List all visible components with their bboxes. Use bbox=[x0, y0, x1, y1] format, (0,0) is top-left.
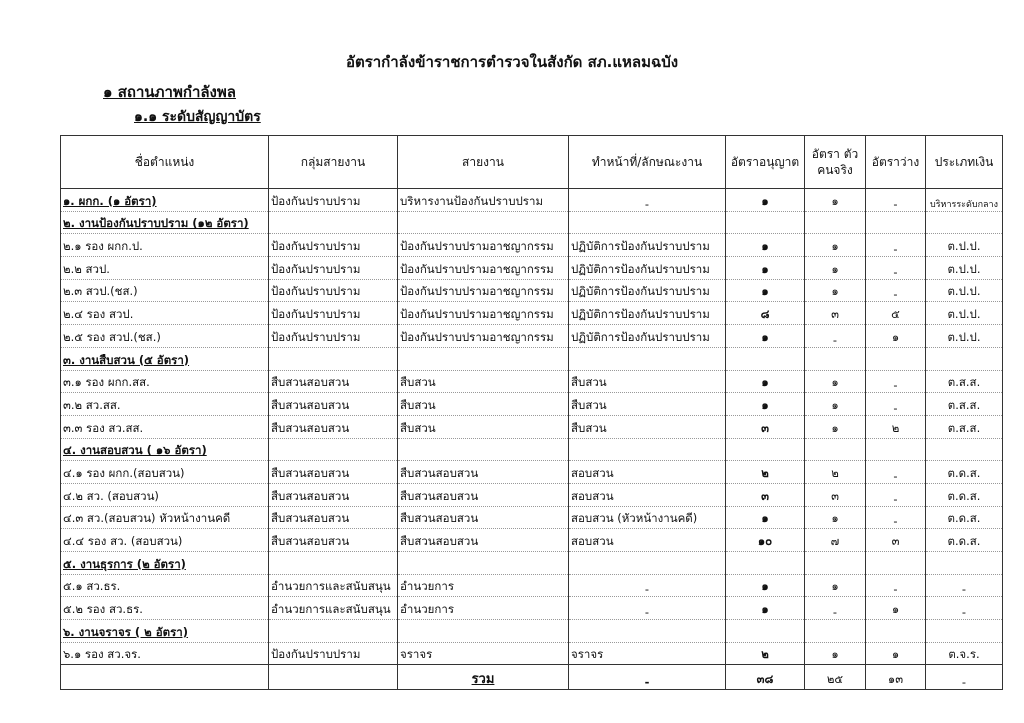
cell-line: จราจร bbox=[398, 642, 569, 665]
cell-position: ๕.๑ สว.ธร. bbox=[61, 574, 269, 597]
cell-position: ๑. ผกก. (๑ อัตรา) bbox=[61, 189, 269, 212]
cell-actual: ๓ bbox=[805, 302, 866, 325]
cell-position: ๓.๒ สว.สส. bbox=[61, 393, 269, 416]
cell-duty: สอบสวน bbox=[569, 483, 726, 506]
cell-actual: ๑ bbox=[805, 506, 866, 529]
col-header-line: สายงาน bbox=[398, 136, 569, 189]
cell-group: ป้องกันปราบปราม bbox=[269, 257, 398, 280]
table-row bbox=[61, 597, 1003, 620]
col-header-actual: อัตรา ตัวคนจริง bbox=[805, 136, 866, 189]
total-allowed: ๓๘ bbox=[726, 665, 805, 690]
table-row bbox=[61, 234, 1003, 257]
cell-actual: ๑ bbox=[805, 279, 866, 302]
cell-actual: ๑ bbox=[805, 370, 866, 393]
cell-line: บริหารงานป้องกันปราบปราม bbox=[398, 189, 569, 212]
cell-actual bbox=[805, 211, 866, 234]
cell-pay: ต.ด.ส. bbox=[926, 506, 1003, 529]
cell-line: อำนวยการ bbox=[398, 574, 569, 597]
cell-actual: ๗ bbox=[805, 529, 866, 552]
cell-allowed bbox=[726, 347, 805, 370]
total-actual: ๒๕ bbox=[805, 665, 866, 690]
cell-position: ๓.๑ รอง ผกก.สส. bbox=[61, 370, 269, 393]
cell-position: ๒.๒ สวป. bbox=[61, 257, 269, 280]
col-header-allowed: อัตราอนุญาต bbox=[726, 136, 805, 189]
cell-position: ๔.๑ รอง ผกก.(สอบสวน) bbox=[61, 461, 269, 484]
cell-vacant: ๑ bbox=[866, 325, 926, 348]
cell-line: สืบสวน bbox=[398, 393, 569, 416]
cell-duty: ปฏิบัติการป้องกันปราบปราม bbox=[569, 257, 726, 280]
cell-line: ป้องกันปราบปรามอาชญากรรม bbox=[398, 234, 569, 257]
cell-group: ป้องกันปราบปราม bbox=[269, 189, 398, 212]
cell-vacant: ๕ bbox=[866, 302, 926, 325]
cell-allowed: ๑ bbox=[726, 257, 805, 280]
cell-actual: ๑ bbox=[805, 257, 866, 280]
table-row bbox=[61, 325, 1003, 348]
cell-actual: ๑ bbox=[805, 574, 866, 597]
col-header-position: ชื่อตำแหน่ง bbox=[61, 136, 269, 189]
cell-actual: ๓ bbox=[805, 483, 866, 506]
cell-actual: - bbox=[805, 325, 866, 348]
cell-vacant bbox=[866, 620, 926, 643]
cell-pay: ต.ป.ป. bbox=[926, 302, 1003, 325]
cell-line: สืบสวน bbox=[398, 415, 569, 438]
cell-line bbox=[398, 211, 569, 234]
cell-pay: - bbox=[926, 597, 1003, 620]
cell-position: ๒. งานป้องกันปราบปราม (๑๒ อัตรา) bbox=[61, 211, 269, 234]
cell-allowed: ๑ bbox=[726, 506, 805, 529]
cell-allowed bbox=[726, 211, 805, 234]
cell-pay: ต.ด.ส. bbox=[926, 461, 1003, 484]
manpower-table bbox=[60, 135, 1003, 690]
cell-allowed: ๓ bbox=[726, 483, 805, 506]
page-title: อัตรากำลังข้าราชการตำรวจในสังกัด สภ.แหลมฉบัง bbox=[345, 53, 679, 71]
cell-group: ป้องกันปราบปราม bbox=[269, 325, 398, 348]
cell-pay bbox=[926, 552, 1003, 575]
cell-allowed: ๑ bbox=[726, 597, 805, 620]
table-row bbox=[61, 393, 1003, 416]
cell-position: ๓.๓ รอง สว.สส. bbox=[61, 415, 269, 438]
cell-pay: ต.ป.ป. bbox=[926, 257, 1003, 280]
cell-duty bbox=[569, 211, 726, 234]
table-row bbox=[61, 483, 1003, 506]
cell-pay: ต.ป.ป. bbox=[926, 234, 1003, 257]
section-row bbox=[61, 189, 1003, 212]
cell-allowed: ๑ bbox=[726, 370, 805, 393]
cell-duty: ปฏิบัติการป้องกันปราบปราม bbox=[569, 325, 726, 348]
cell-allowed: ๑ bbox=[726, 574, 805, 597]
cell-group: สืบสวนสอบสวน bbox=[269, 370, 398, 393]
cell-vacant: - bbox=[866, 483, 926, 506]
cell-allowed: ๑๐ bbox=[726, 529, 805, 552]
cell-group bbox=[269, 347, 398, 370]
cell-actual: ๑ bbox=[805, 234, 866, 257]
section-row bbox=[61, 620, 1003, 643]
section-row bbox=[61, 552, 1003, 575]
cell-pay: ต.ส.ส. bbox=[926, 415, 1003, 438]
cell-pay: ต.จ.ร. bbox=[926, 642, 1003, 665]
cell-allowed: ๑ bbox=[726, 393, 805, 416]
cell-duty: - bbox=[569, 574, 726, 597]
cell-vacant: ๑ bbox=[866, 642, 926, 665]
cell-position: ๒.๑ รอง ผกก.ป. bbox=[61, 234, 269, 257]
cell-position: ๔. งานสอบสวน ( ๑๖ อัตรา) bbox=[61, 438, 269, 461]
cell-group: สืบสวนสอบสวน bbox=[269, 393, 398, 416]
cell-allowed: ๑ bbox=[726, 234, 805, 257]
cell-allowed: ๓ bbox=[726, 415, 805, 438]
cell-actual bbox=[805, 620, 866, 643]
cell-duty: สืบสวน bbox=[569, 370, 726, 393]
cell-actual: ๑ bbox=[805, 393, 866, 416]
cell-duty: - bbox=[569, 597, 726, 620]
cell-group: สืบสวนสอบสวน bbox=[269, 415, 398, 438]
cell-actual bbox=[805, 438, 866, 461]
cell-group: ป้องกันปราบปราม bbox=[269, 302, 398, 325]
cell-duty: ปฏิบัติการป้องกันปราบปราม bbox=[569, 302, 726, 325]
cell-allowed bbox=[726, 552, 805, 575]
cell-allowed: ๑ bbox=[726, 279, 805, 302]
cell-duty bbox=[569, 552, 726, 575]
cell-pay: ต.ด.ส. bbox=[926, 483, 1003, 506]
table-row bbox=[61, 279, 1003, 302]
cell-actual: - bbox=[805, 597, 866, 620]
table-header-row bbox=[61, 136, 1003, 189]
cell-vacant: - bbox=[866, 506, 926, 529]
cell-group bbox=[269, 620, 398, 643]
table-row bbox=[61, 302, 1003, 325]
table-body bbox=[61, 189, 1003, 665]
cell-line: สืบสวนสอบสวน bbox=[398, 461, 569, 484]
total-blank-1 bbox=[61, 665, 269, 690]
cell-group bbox=[269, 552, 398, 575]
cell-actual: ๑ bbox=[805, 642, 866, 665]
cell-vacant: ๒ bbox=[866, 415, 926, 438]
cell-vacant: - bbox=[866, 370, 926, 393]
cell-group: อำนวยการและสนับสนุน bbox=[269, 597, 398, 620]
cell-duty: จราจร bbox=[569, 642, 726, 665]
cell-allowed bbox=[726, 620, 805, 643]
cell-allowed: ๑ bbox=[726, 189, 805, 212]
cell-vacant bbox=[866, 552, 926, 575]
cell-group: ป้องกันปราบปราม bbox=[269, 234, 398, 257]
cell-group: ป้องกันปราบปราม bbox=[269, 279, 398, 302]
cell-duty: สืบสวน bbox=[569, 415, 726, 438]
cell-position: ๒.๔ รอง สวป. bbox=[61, 302, 269, 325]
subsection-heading: ๑.๑ ระดับสัญญาบัตร bbox=[134, 109, 261, 125]
cell-pay: ต.ส.ส. bbox=[926, 370, 1003, 393]
cell-group: สืบสวนสอบสวน bbox=[269, 483, 398, 506]
cell-vacant bbox=[866, 347, 926, 370]
cell-line: สืบสวนสอบสวน bbox=[398, 483, 569, 506]
cell-line: ป้องกันปราบปรามอาชญากรรม bbox=[398, 279, 569, 302]
cell-pay: - bbox=[926, 574, 1003, 597]
table-row bbox=[61, 415, 1003, 438]
table-row bbox=[61, 574, 1003, 597]
cell-actual: ๒ bbox=[805, 461, 866, 484]
cell-allowed: ๒ bbox=[726, 461, 805, 484]
cell-position: ๕.๒ รอง สว.ธร. bbox=[61, 597, 269, 620]
cell-position: ๔.๔ รอง สว. (สอบสวน) bbox=[61, 529, 269, 552]
total-blank-2 bbox=[269, 665, 398, 690]
col-header-duty: ทำหน้าที่/ลักษณะงาน bbox=[569, 136, 726, 189]
cell-position: ๒.๕ รอง สวป.(ชส.) bbox=[61, 325, 269, 348]
cell-actual bbox=[805, 347, 866, 370]
cell-vacant: - bbox=[866, 279, 926, 302]
cell-group: ป้องกันปราบปราม bbox=[269, 642, 398, 665]
cell-vacant bbox=[866, 438, 926, 461]
col-header-group: กลุ่มสายงาน bbox=[269, 136, 398, 189]
cell-line bbox=[398, 347, 569, 370]
cell-pay: ต.ป.ป. bbox=[926, 325, 1003, 348]
cell-vacant bbox=[866, 211, 926, 234]
cell-duty: - bbox=[569, 189, 726, 212]
cell-pay: ต.ป.ป. bbox=[926, 279, 1003, 302]
cell-group bbox=[269, 211, 398, 234]
cell-actual: ๑ bbox=[805, 415, 866, 438]
cell-line: สืบสวนสอบสวน bbox=[398, 529, 569, 552]
cell-position: ๔.๓ สว.(สอบสวน) หัวหน้างานคดี bbox=[61, 506, 269, 529]
col-header-vacant: อัตราว่าง bbox=[866, 136, 926, 189]
cell-duty bbox=[569, 347, 726, 370]
cell-vacant: - bbox=[866, 574, 926, 597]
cell-group: สืบสวนสอบสวน bbox=[269, 529, 398, 552]
cell-duty bbox=[569, 620, 726, 643]
cell-position: ๖. งานจราจร ( ๒ อัตรา) bbox=[61, 620, 269, 643]
cell-allowed: ๘ bbox=[726, 302, 805, 325]
cell-actual bbox=[805, 552, 866, 575]
table-row bbox=[61, 370, 1003, 393]
total-duty: - bbox=[569, 665, 726, 690]
cell-group: สืบสวนสอบสวน bbox=[269, 461, 398, 484]
total-label: รวม bbox=[398, 665, 569, 690]
cell-line: ป้องกันปราบปรามอาชญากรรม bbox=[398, 325, 569, 348]
table-row bbox=[61, 461, 1003, 484]
cell-vacant: - bbox=[866, 393, 926, 416]
total-pay: - bbox=[926, 665, 1003, 690]
cell-allowed bbox=[726, 438, 805, 461]
cell-allowed: ๒ bbox=[726, 642, 805, 665]
total-row bbox=[61, 665, 1003, 690]
cell-vacant: ๑ bbox=[866, 597, 926, 620]
cell-line bbox=[398, 552, 569, 575]
cell-line: อำนวยการ bbox=[398, 597, 569, 620]
cell-position: ๓. งานสืบสวน (๕ อัตรา) bbox=[61, 347, 269, 370]
cell-group: อำนวยการและสนับสนุน bbox=[269, 574, 398, 597]
cell-position: ๕. งานธุรการ (๒ อัตรา) bbox=[61, 552, 269, 575]
cell-vacant: - bbox=[866, 257, 926, 280]
cell-pay bbox=[926, 211, 1003, 234]
cell-pay: ต.ด.ส. bbox=[926, 529, 1003, 552]
cell-group: สืบสวนสอบสวน bbox=[269, 506, 398, 529]
table-row bbox=[61, 257, 1003, 280]
cell-position: ๒.๓ สวป.(ชส.) bbox=[61, 279, 269, 302]
section-row bbox=[61, 438, 1003, 461]
col-header-pay: ประเภทเงิน bbox=[926, 136, 1003, 189]
cell-pay bbox=[926, 347, 1003, 370]
cell-duty bbox=[569, 438, 726, 461]
cell-position: ๖.๑ รอง สว.จร. bbox=[61, 642, 269, 665]
cell-duty: สอบสวน bbox=[569, 529, 726, 552]
cell-duty: สอบสวน (หัวหน้างานคดี) bbox=[569, 506, 726, 529]
cell-line bbox=[398, 438, 569, 461]
cell-vacant: - bbox=[866, 461, 926, 484]
cell-duty: สอบสวน bbox=[569, 461, 726, 484]
cell-pay bbox=[926, 438, 1003, 461]
cell-position: ๔.๒ สว. (สอบสวน) bbox=[61, 483, 269, 506]
cell-line: ป้องกันปราบปรามอาชญากรรม bbox=[398, 302, 569, 325]
cell-actual: ๑ bbox=[805, 189, 866, 212]
cell-vacant: - bbox=[866, 234, 926, 257]
cell-line: สืบสวน bbox=[398, 370, 569, 393]
cell-vacant: ๓ bbox=[866, 529, 926, 552]
cell-duty: ปฏิบัติการป้องกันปราบปราม bbox=[569, 279, 726, 302]
table-row bbox=[61, 529, 1003, 552]
cell-vacant: - bbox=[866, 189, 926, 212]
cell-pay bbox=[926, 620, 1003, 643]
cell-line: สืบสวนสอบสวน bbox=[398, 506, 569, 529]
section-row bbox=[61, 347, 1003, 370]
cell-group bbox=[269, 438, 398, 461]
cell-duty: สืบสวน bbox=[569, 393, 726, 416]
cell-duty: ปฏิบัติการป้องกันปราบปราม bbox=[569, 234, 726, 257]
cell-allowed: ๑ bbox=[726, 325, 805, 348]
section-heading: ๑ สถานภาพกำลังพล bbox=[103, 83, 236, 101]
cell-pay: ต.ส.ส. bbox=[926, 393, 1003, 416]
table-row bbox=[61, 506, 1003, 529]
cell-line bbox=[398, 620, 569, 643]
total-vacant: ๑๓ bbox=[866, 665, 926, 690]
table-row bbox=[61, 642, 1003, 665]
cell-pay: บริหารระดับกลาง bbox=[926, 189, 1003, 212]
cell-line: ป้องกันปราบปรามอาชญากรรม bbox=[398, 257, 569, 280]
section-row bbox=[61, 211, 1003, 234]
